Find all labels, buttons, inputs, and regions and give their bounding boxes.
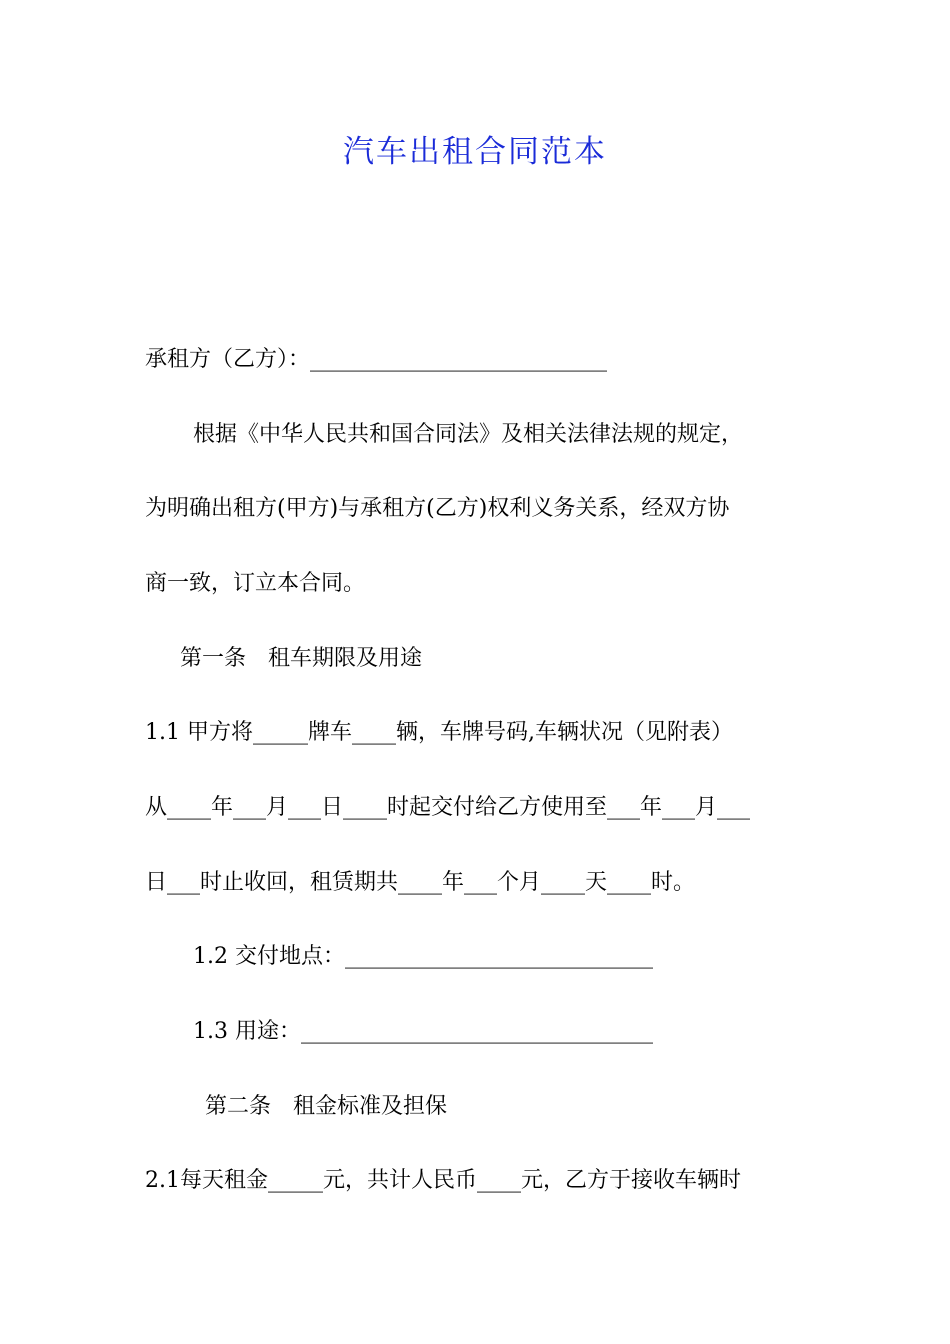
article-1-heading: 第一条 租车期限及用途 — [180, 646, 423, 671]
preamble-line-2: 为明确出租方(甲方)与承租方(乙方)权利义务关系，经双方协 — [145, 496, 730, 521]
clause-1-3: 1.3 用途：________________________________ — [193, 1019, 653, 1044]
clause-1-1-line-3: 日___时止收回，租赁期共____年___个月____天____时。 — [145, 870, 696, 895]
clause-1-1-line-2: 从____年___月___日____时起交付给乙方使用至___年___月___ — [145, 795, 751, 820]
lessee-line: 承租方（乙方）：___________________________ — [145, 347, 608, 372]
preamble-line-3: 商一致，订立本合同。 — [145, 571, 366, 596]
clause-1-1-line-1: 1.1 甲方将_____牌车____辆，车牌号码,车辆状况（见附表） — [145, 720, 733, 745]
clause-1-2: 1.2 交付地点：____________________________ — [193, 944, 653, 969]
document-title: 汽车出租合同范本 — [343, 134, 607, 170]
clause-2-1-line-1: 2.1每天租金_____元，共计人民币____元，乙方于接收车辆时 — [145, 1168, 741, 1193]
article-2-heading: 第二条 租金标准及担保 — [205, 1094, 448, 1119]
preamble-line-1: 根据《中华人民共和国合同法》及相关法律法规的规定， — [193, 422, 744, 447]
